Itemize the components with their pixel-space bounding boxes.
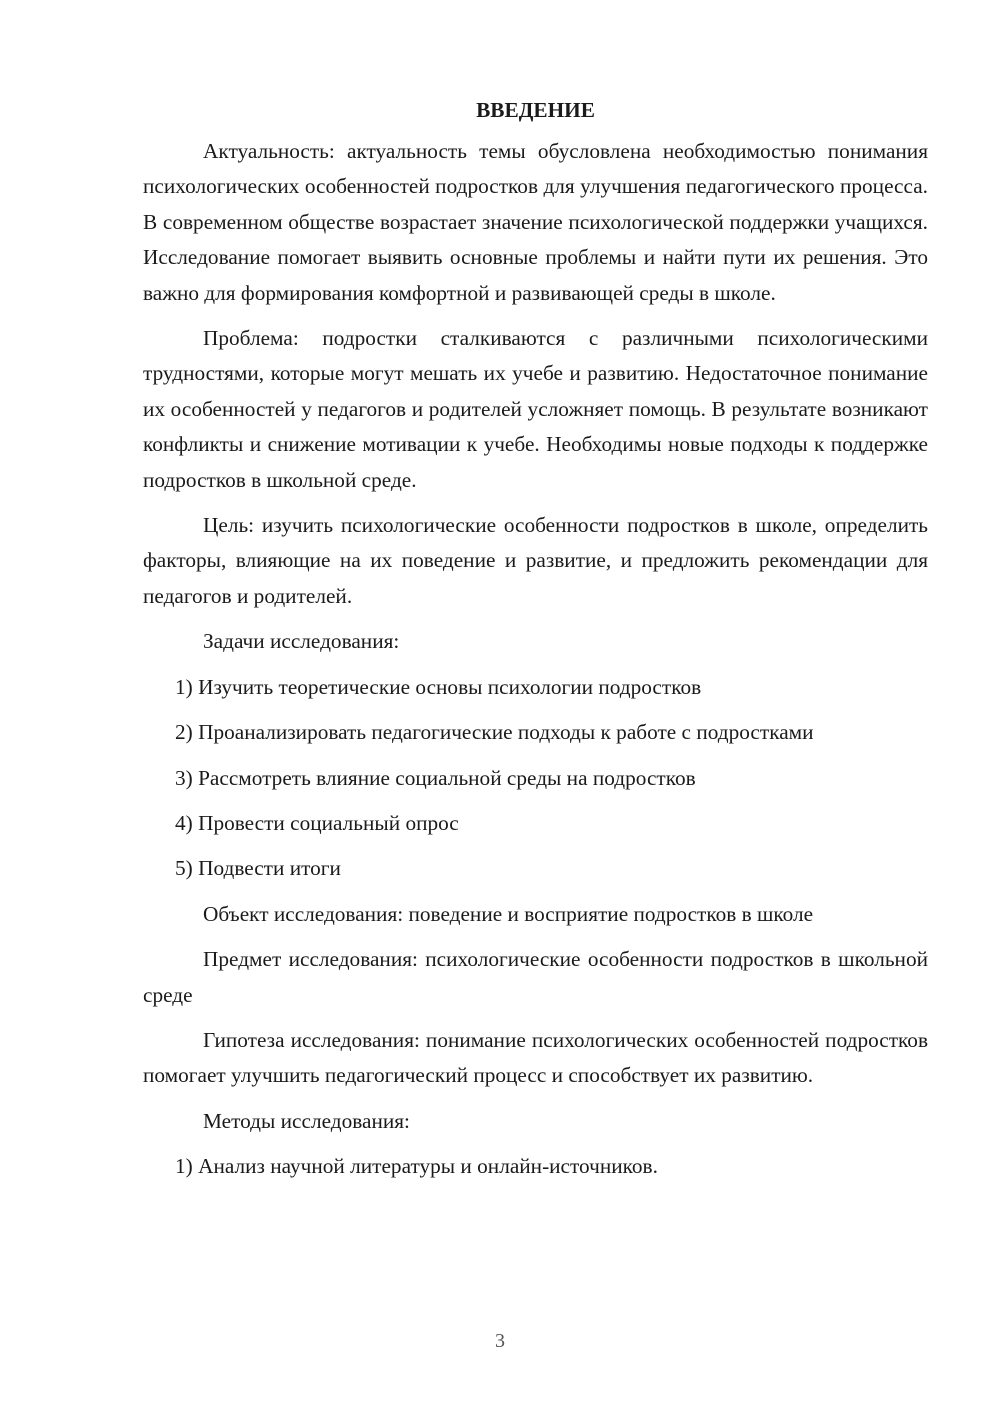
- page-number: 3: [495, 1330, 505, 1352]
- method-item: 1) Анализ научной литературы и онлайн-источников.: [175, 1154, 658, 1179]
- goal-paragraph: Цель: изучить психологические особенности подростков в школе, определить факторы, влияющие на их поведение и развитие, и предложить рекомендации для педагогов и родителей.: [143, 513, 928, 608]
- hypothesis-paragraph: Гипотеза исследования: понимание психологических особенностей подростков помогает улучшить педагогический процесс и способствует их развитию.: [143, 1027, 928, 1088]
- page-content: [143, 93, 928, 1195]
- relevance-paragraph: Актуальность: актуальность темы обусловлена необходимостью понимания психологических особенностей подростков для улучшения педагогического процесса. В современном обществе возрастает значение психологической поддержки учащихся. Исследование помогает выявить основные проблемы и найти пути их решения. Это важно для формирования комфортной и развивающей среды в школе.: [143, 139, 928, 305]
- tasks-heading: Задачи исследования:: [203, 629, 400, 654]
- task-item: 2) Проанализировать педагогические подходы к работе с подростками: [175, 720, 814, 745]
- methods-heading: Методы исследования:: [203, 1108, 410, 1133]
- subject-paragraph: Предмет исследования: психологические особенности подростков в школьной среде: [143, 947, 928, 1007]
- task-item: 3) Рассмотреть влияние социальной среды на подростков: [175, 765, 696, 790]
- object-paragraph: Объект исследования: поведение и восприятие подростков в школе: [203, 901, 814, 926]
- problem-paragraph: Проблема: подростки сталкиваются с различными психологическими трудностями, которые могут мешать их учебе и развитию. Недостаточное понимание их особенностей у педагогов и родителей усложняет помощь. В результате возникают конфликты и снижение мотивации к учебе. Необходимы новые подходы к поддержке подростков в школьной среде.: [143, 326, 928, 492]
- task-item: 4) Провести социальный опрос: [175, 810, 459, 835]
- task-item: 5) Подвести итоги: [175, 856, 341, 881]
- task-item: 1) Изучить теоретические основы психологии подростков: [175, 674, 702, 699]
- page-title: ВВЕДЕНИЕ: [476, 98, 595, 122]
